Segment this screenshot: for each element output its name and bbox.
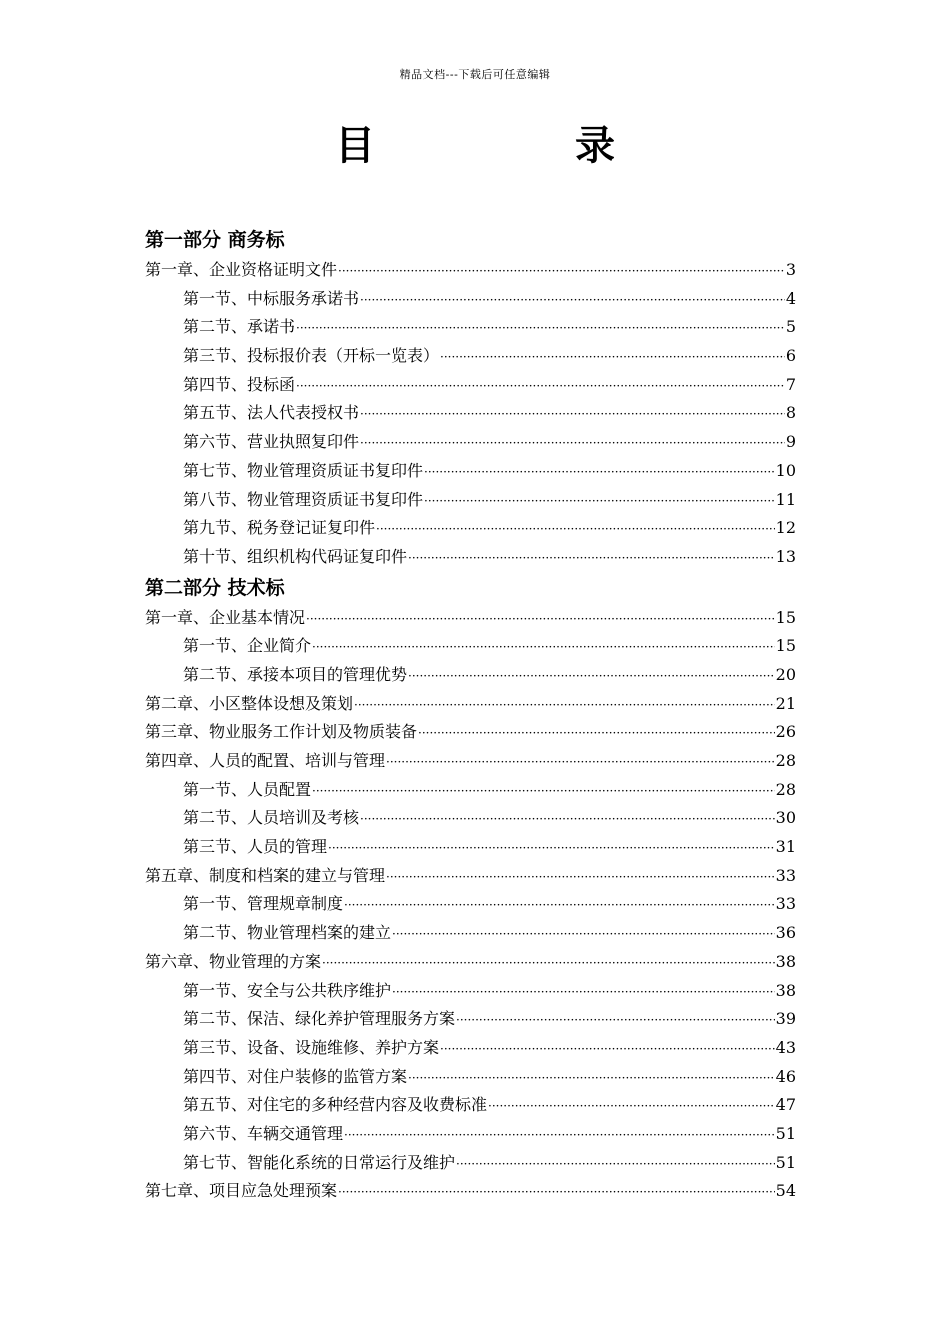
document-title: 目 录 — [335, 123, 695, 169]
toc-page-number: 7 — [785, 374, 796, 394]
toc-page-number: 28 — [775, 751, 796, 770]
toc-entry-label: 第四章、人员的配置、培训与管理 — [145, 751, 386, 770]
dot-leader — [424, 458, 775, 487]
dot-leader — [338, 257, 785, 286]
dot-leader — [440, 343, 785, 372]
dot-leader — [354, 691, 775, 720]
dot-leader — [360, 286, 785, 315]
toc-entry-label: 第七节、物业管理资质证书复印件 — [183, 460, 424, 480]
dot-leader — [408, 544, 775, 573]
toc-entry-label: 第九节、税务登记证复印件 — [183, 518, 376, 538]
toc-entry-label: 第五章、制度和档案的建立与管理 — [145, 865, 386, 885]
toc-entry-label: 第一节、中标服务承诺书 — [183, 288, 360, 308]
toc-page-number: 31 — [775, 837, 796, 857]
toc-chapter-entry[interactable] — [145, 862, 796, 891]
toc-section-entry[interactable] — [145, 371, 796, 400]
toc-part-heading: 第一部分 商务标 — [145, 229, 285, 251]
toc-entry-label: 第四节、投标函 — [183, 374, 296, 394]
toc-entry-label: 第三章、物业服务工作计划及物质装备 — [145, 722, 418, 742]
toc-page-number: 13 — [775, 546, 796, 566]
toc-page-number: 4 — [785, 288, 796, 308]
toc-section-entry[interactable] — [145, 1149, 796, 1178]
toc-page-number: 30 — [775, 808, 796, 828]
toc-section-entry[interactable] — [145, 632, 796, 661]
toc-entry-label: 第六章、物业管理的方案 — [145, 951, 322, 971]
toc-section-entry[interactable] — [145, 313, 796, 342]
toc-section-entry[interactable] — [145, 543, 796, 572]
toc-section-entry[interactable] — [145, 919, 796, 948]
toc-page-number: 28 — [775, 779, 796, 799]
toc-section-entry[interactable] — [145, 514, 796, 543]
dot-leader — [386, 748, 775, 777]
toc-chapter-entry[interactable] — [145, 718, 796, 747]
toc-entry-label: 第七章、项目应急处理预案 — [145, 1181, 338, 1201]
toc-entry-label: 第一节、管理规章制度 — [183, 894, 344, 914]
toc-entry-label: 第二节、物业管理档案的建立 — [183, 923, 392, 943]
toc-section-entry[interactable] — [145, 977, 796, 1006]
toc-entry-label: 第三节、设备、设施维修、养护方案 — [183, 1037, 440, 1057]
toc-entry-label: 第一章、企业基本情况 — [145, 607, 306, 627]
toc-entry-label: 第三节、投标报价表（开标一览表） — [183, 346, 440, 366]
dot-leader — [312, 633, 775, 662]
toc-page-number: 51 — [775, 1123, 796, 1143]
toc-entry-label: 第四节、对住户装修的监管方案 — [183, 1066, 408, 1086]
toc-entry-label: 第一节、人员配置 — [183, 779, 312, 799]
dot-leader — [328, 834, 775, 863]
toc-section-entry[interactable] — [145, 457, 796, 486]
toc-entry-label: 第二节、人员培训及考核 — [183, 808, 360, 828]
toc-page-number: 12 — [775, 518, 796, 538]
dot-leader — [376, 515, 775, 544]
toc-entry-label: 第二节、保洁、绿化养护管理服务方案 — [183, 1009, 456, 1029]
dot-leader — [344, 1121, 775, 1150]
toc-page-number: 3 — [785, 260, 796, 279]
toc-entry-label: 第五节、对住宅的多种经营内容及收费标准 — [183, 1095, 488, 1115]
toc-page-number: 6 — [785, 346, 796, 366]
dot-leader — [440, 1035, 775, 1064]
toc-page-number: 54 — [775, 1181, 796, 1201]
toc-section-entry[interactable] — [145, 1091, 796, 1120]
table-of-contents — [145, 224, 796, 1206]
header-note: 精品文档---下载后可任意编辑 — [399, 68, 551, 81]
toc-entry-label: 第八节、物业管理资质证书复印件 — [183, 489, 424, 509]
toc-page-number: 38 — [775, 951, 796, 971]
dot-leader — [296, 372, 785, 401]
dot-leader — [408, 1064, 775, 1093]
toc-page-number: 26 — [775, 722, 796, 742]
dot-leader — [338, 1178, 775, 1207]
dot-leader — [344, 891, 775, 920]
toc-entry-label: 第一章、企业资格证明文件 — [145, 260, 338, 279]
dot-leader — [360, 400, 785, 429]
toc-page-number: 21 — [775, 693, 796, 713]
toc-entry-label: 第三节、人员的管理 — [183, 837, 328, 857]
toc-page-number: 39 — [775, 1009, 796, 1029]
toc-page-number: 8 — [785, 403, 796, 423]
toc-page-number: 36 — [775, 923, 796, 943]
toc-entry-label: 第二章、小区整体设想及策划 — [145, 693, 354, 713]
dot-leader — [360, 805, 775, 834]
toc-section-entry[interactable] — [145, 486, 796, 515]
toc-chapter-entry[interactable] — [145, 1177, 796, 1206]
toc-section-entry[interactable] — [145, 890, 796, 919]
dot-leader — [456, 1006, 775, 1035]
toc-page-number: 43 — [775, 1037, 796, 1057]
dot-leader — [418, 719, 775, 748]
dot-leader — [424, 487, 775, 516]
toc-section-entry[interactable] — [145, 1034, 796, 1063]
toc-section-entry[interactable] — [145, 428, 796, 457]
toc-section-entry[interactable] — [145, 1005, 796, 1034]
toc-entry-label: 第七节、智能化系统的日常运行及维护 — [183, 1152, 456, 1172]
toc-section-entry[interactable] — [145, 1120, 796, 1149]
dot-leader — [306, 605, 775, 634]
toc-section-entry[interactable] — [145, 833, 796, 862]
dot-leader — [360, 429, 785, 458]
dot-leader — [392, 920, 775, 949]
toc-entry-label: 第六节、营业执照复印件 — [183, 432, 360, 452]
toc-page-number: 5 — [785, 317, 796, 337]
toc-page-number: 38 — [775, 980, 796, 1000]
toc-page-number: 15 — [775, 636, 796, 656]
toc-page-number: 47 — [775, 1095, 796, 1115]
toc-page-number: 9 — [785, 432, 796, 452]
toc-entry-label: 第一节、企业简介 — [183, 636, 312, 656]
toc-section-entry[interactable] — [145, 661, 796, 690]
toc-section-entry[interactable] — [145, 776, 796, 805]
toc-page-number: 33 — [775, 865, 796, 885]
toc-chapter-entry[interactable] — [145, 256, 796, 285]
dot-leader — [408, 662, 775, 691]
toc-entry-label: 第一节、安全与公共秩序维护 — [183, 980, 392, 1000]
toc-section-entry[interactable] — [145, 804, 796, 833]
toc-chapter-entry[interactable] — [145, 604, 796, 633]
dot-leader — [392, 978, 775, 1007]
dot-leader — [488, 1092, 775, 1121]
toc-section-entry[interactable] — [145, 285, 796, 314]
toc-page-number: 10 — [775, 460, 796, 480]
toc-section-entry[interactable] — [145, 1063, 796, 1092]
dot-leader — [386, 863, 775, 892]
toc-page-number: 46 — [775, 1066, 796, 1086]
toc-part-heading: 第二部分 技术标 — [145, 576, 285, 599]
toc-chapter-entry[interactable] — [145, 948, 796, 977]
toc-page-number: 51 — [775, 1152, 796, 1172]
toc-entry-label: 第六节、车辆交通管理 — [183, 1123, 344, 1143]
toc-entry-label: 第十节、组织机构代码证复印件 — [183, 546, 408, 566]
dot-leader — [322, 949, 775, 978]
dot-leader — [296, 314, 785, 343]
toc-page-number: 11 — [775, 489, 796, 509]
toc-page-number: 33 — [775, 894, 796, 914]
toc-entry-label: 第二节、承诺书 — [183, 317, 296, 337]
toc-entry-label: 第五节、法人代表授权书 — [183, 403, 360, 423]
dot-leader — [456, 1150, 775, 1179]
toc-chapter-entry[interactable] — [145, 747, 796, 776]
dot-leader — [312, 777, 775, 806]
toc-page-number: 20 — [775, 664, 796, 684]
toc-section-entry[interactable] — [145, 399, 796, 428]
toc-section-entry[interactable] — [145, 342, 796, 371]
toc-chapter-entry[interactable] — [145, 690, 796, 719]
toc-entry-label: 第二节、承接本项目的管理优势 — [183, 664, 408, 684]
toc-page-number: 15 — [775, 607, 796, 627]
